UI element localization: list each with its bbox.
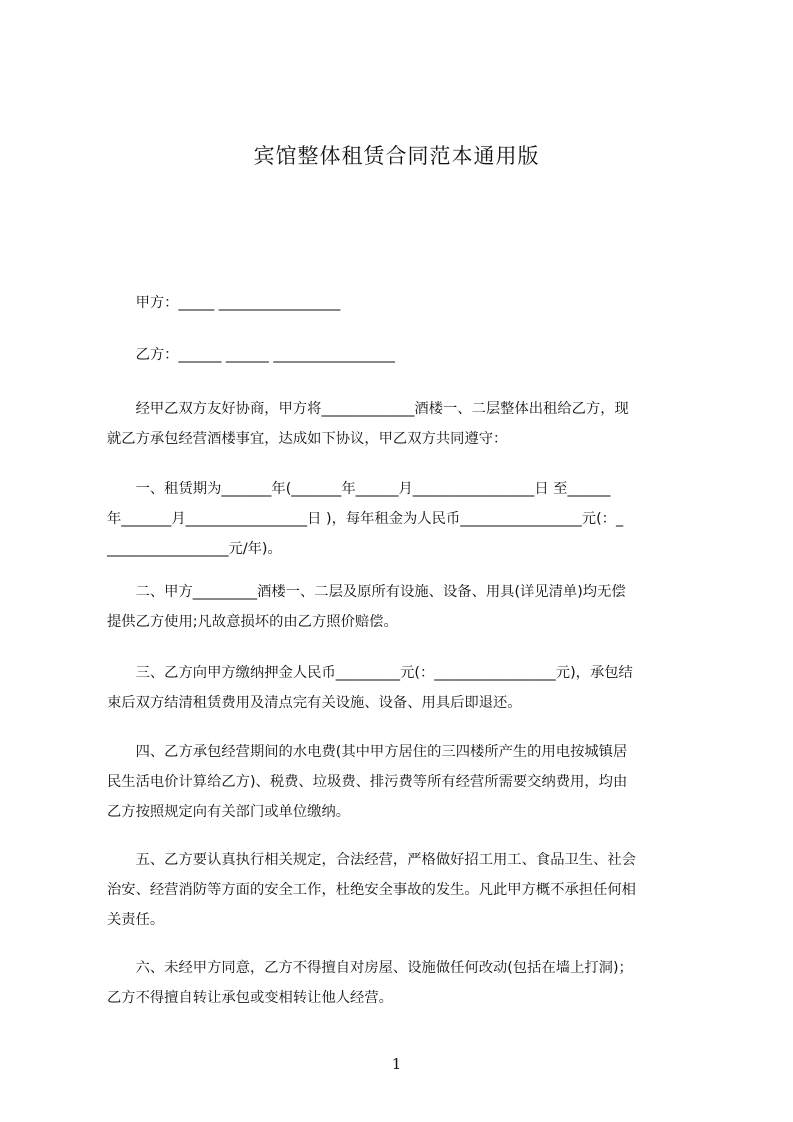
clause-1-paragraph [107, 474, 701, 564]
page-number: 1 [391, 1055, 402, 1073]
party-b-line [107, 340, 701, 370]
clause-3-line-2: 束后双方结清租赁费用及清点完有关设施、设备、用具后即退还。 [107, 695, 522, 711]
clause-4-line-3: 乙方按照规定向有关部门或单位缴纳。 [107, 804, 351, 820]
party-a-line [107, 288, 701, 318]
clause-6-line-1: 六、未经甲方同意，乙方不得擅自对房屋、设施做任何改动(包括在墙上打洞)； [107, 960, 633, 976]
party-b-text: 乙方：______ ______ _________________ [107, 347, 395, 363]
clause-1-line-1: 一、租赁期为_______年(_______年______月_________________日 至______ [107, 481, 611, 497]
clause-4-line-2: 民生活电价计算给乙方)、税费、垃圾费、排污费等所有经营所需要交纳费用，均由 [107, 774, 628, 790]
clause-5-line-3: 关责任。 [107, 912, 165, 928]
clause-5-line-2: 治安、经营消防等方面的安全工作，杜绝安全事故的发生。凡此甲方概不承担任何相 [107, 882, 636, 898]
clause-1-line-2: 年_______月_________________日 )，每年租金为人民币_________________元(：_ [107, 511, 624, 527]
intro-line-2: 就乙方承包经营酒楼事宜，达成如下协议，甲乙双方共同遵守： [107, 431, 508, 447]
clause-4-paragraph [107, 737, 701, 827]
intro-paragraph [107, 394, 701, 454]
clause-4-line-1: 四、乙方承包经营期间的水电费(其中甲方居住的三四楼所产生的用电按城镇居 [107, 744, 628, 760]
clause-2-line-1: 二、甲方_________酒楼一、二层及原所有设施、设备、用具(详见清单)均无偿 [107, 584, 626, 600]
clause-2-line-2: 提供乙方使用;凡故意损坏的由乙方照价赔偿。 [107, 614, 398, 630]
clause-3-line-1: 三、乙方向甲方缴纳押金人民币_________元(：_________________元)，承包结 [107, 665, 633, 681]
document-title: 宾馆整体租赁合同范本通用版 [253, 144, 540, 168]
party-a-text: 甲方：_____ _________________ [107, 295, 341, 311]
clause-5-line-1: 五、乙方要认真执行相关规定，合法经营，严格做好招工用工、食品卫生、社会 [107, 852, 636, 868]
clause-2-paragraph [107, 577, 701, 637]
clause-6-line-2: 乙方不得擅自转让承包或变相转让他人经营。 [107, 990, 393, 1006]
clause-1-line-3: _________________元/年)。 [107, 541, 282, 557]
clause-6-paragraph [107, 953, 701, 1013]
clause-5-paragraph [107, 845, 701, 935]
intro-line-1: 经甲乙双方友好协商，甲方将_____________酒楼一、二层整体出租给乙方，现 [107, 401, 629, 417]
clause-3-paragraph [107, 658, 701, 718]
